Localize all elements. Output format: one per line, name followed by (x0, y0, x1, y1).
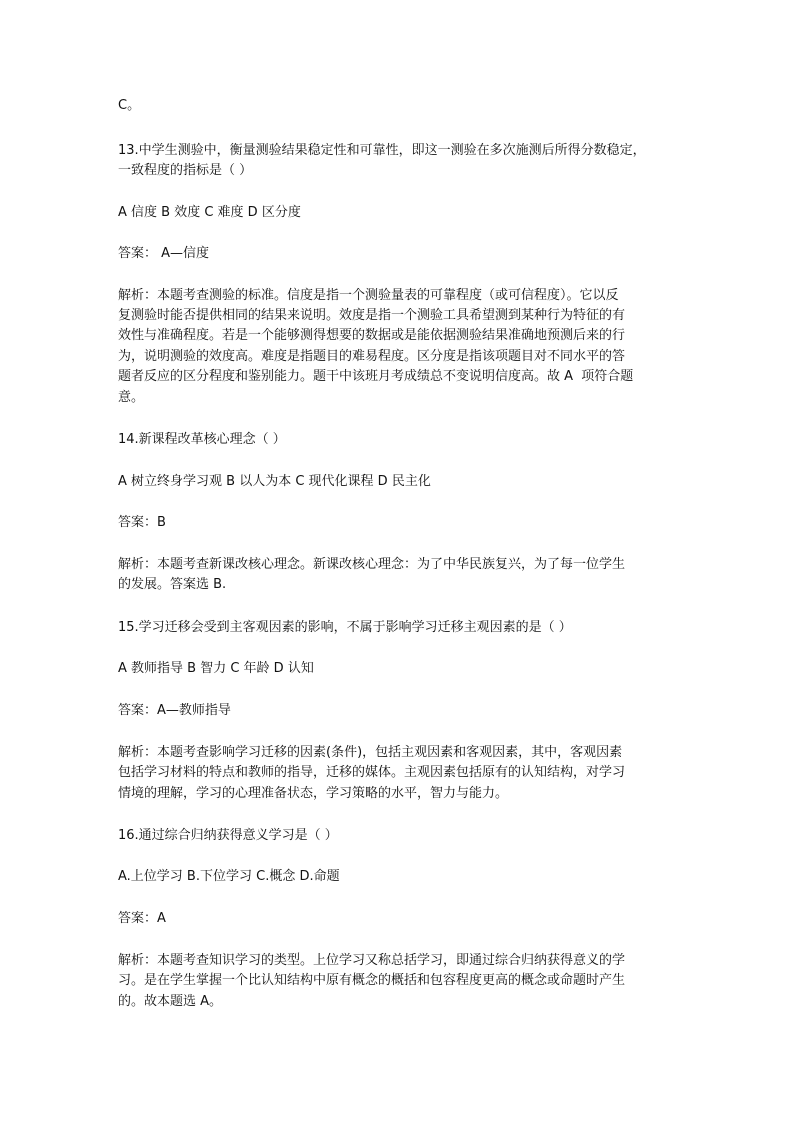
question-16-text: 16.通过综合归纳获得意义学习是（ ） (118, 828, 338, 843)
answer-tail-text: C。 (118, 98, 141, 113)
question-13-options: A 信度 B 效度 C 难度 D 区分度 (118, 205, 301, 220)
question-14-analysis: 的发展。答案选 B. (118, 577, 227, 592)
question-14-options: A 树立终身学习观 B 以人为本 C 现代化课程 D 民主化 (118, 474, 431, 489)
question-13-analysis: 效性与准确程度。若是一个能够测得想要的数据或是能依据测验结果准确地预测后来的行 (118, 328, 626, 343)
question-15-analysis: 情境的理解，学习的心理准备状态，学习策略的水平，智力与能力。 (118, 786, 509, 801)
question-13-analysis: 题者反应的区分程度和鉴别能力。题干中该班月考成绩总不变说明信度高。故 A 项符合题 (118, 369, 634, 384)
question-16-options: A.上位学习 B.下位学习 C.概念 D.命题 (118, 869, 340, 884)
question-15-answer: 答案：A—教师指导 (118, 703, 231, 718)
question-14-analysis: 解析：本题考查新课改核心理念。新课改核心理念：为了中华民族复兴，为了每一位学生 (118, 557, 626, 572)
question-16-analysis: 习。是在学生掌握一个比认知结构中原有概念的概括和包容程度更高的概念或命题时产生 (118, 973, 626, 988)
question-13-analysis: 复测验时能否提供相同的结果来说明。效度是指一个测验工具希望测到某种行为特征的有 (118, 308, 626, 323)
question-16-analysis: 的。故本题选 A。 (118, 994, 223, 1009)
question-13-analysis: 解析：本题考查测验的标准。信度是指一个测验量表的可靠程度（或可信程度）。它以反 (118, 288, 619, 303)
question-13-analysis: 意。 (118, 390, 145, 405)
question-15-analysis: 解析：本题考查影响学习迁移的因素(条件)，包括主观因素和客观因素，其中，客观因素 (118, 745, 623, 760)
question-13-analysis: 为，说明测验的效度高。难度是指题目的难易程度。区分度是指该项题目对不同水平的答 (118, 349, 626, 364)
question-14-text: 14.新课程改革核心理念（ ） (118, 432, 286, 447)
question-16-analysis: 解析：本题考查知识学习的类型。上位学习又称总括学习，即通过综合归纳获得意义的学 (118, 953, 626, 968)
question-14-answer: 答案：B (118, 515, 166, 530)
question-13-text-cont: 一致程度的指标是（ ） (118, 163, 253, 178)
question-13-answer: 答案： A—信度 (118, 246, 210, 261)
question-13-text: 13.中学生测验中，衡量测验结果稳定性和可靠性，即这一测验在多次施测后所得分数稳定， (118, 143, 646, 158)
question-16-answer: 答案：A (118, 911, 166, 926)
question-15-analysis: 包括学习材料的特点和教师的指导，迁移的媒体。主观因素包括原有的认知结构，对学习 (118, 765, 626, 780)
question-15-text: 15.学习迁移会受到主客观因素的影响，不属于影响学习迁移主观因素的是（ ） (118, 620, 572, 635)
question-15-options: A 教师指导 B 智力 C 年龄 D 认知 (118, 661, 314, 676)
